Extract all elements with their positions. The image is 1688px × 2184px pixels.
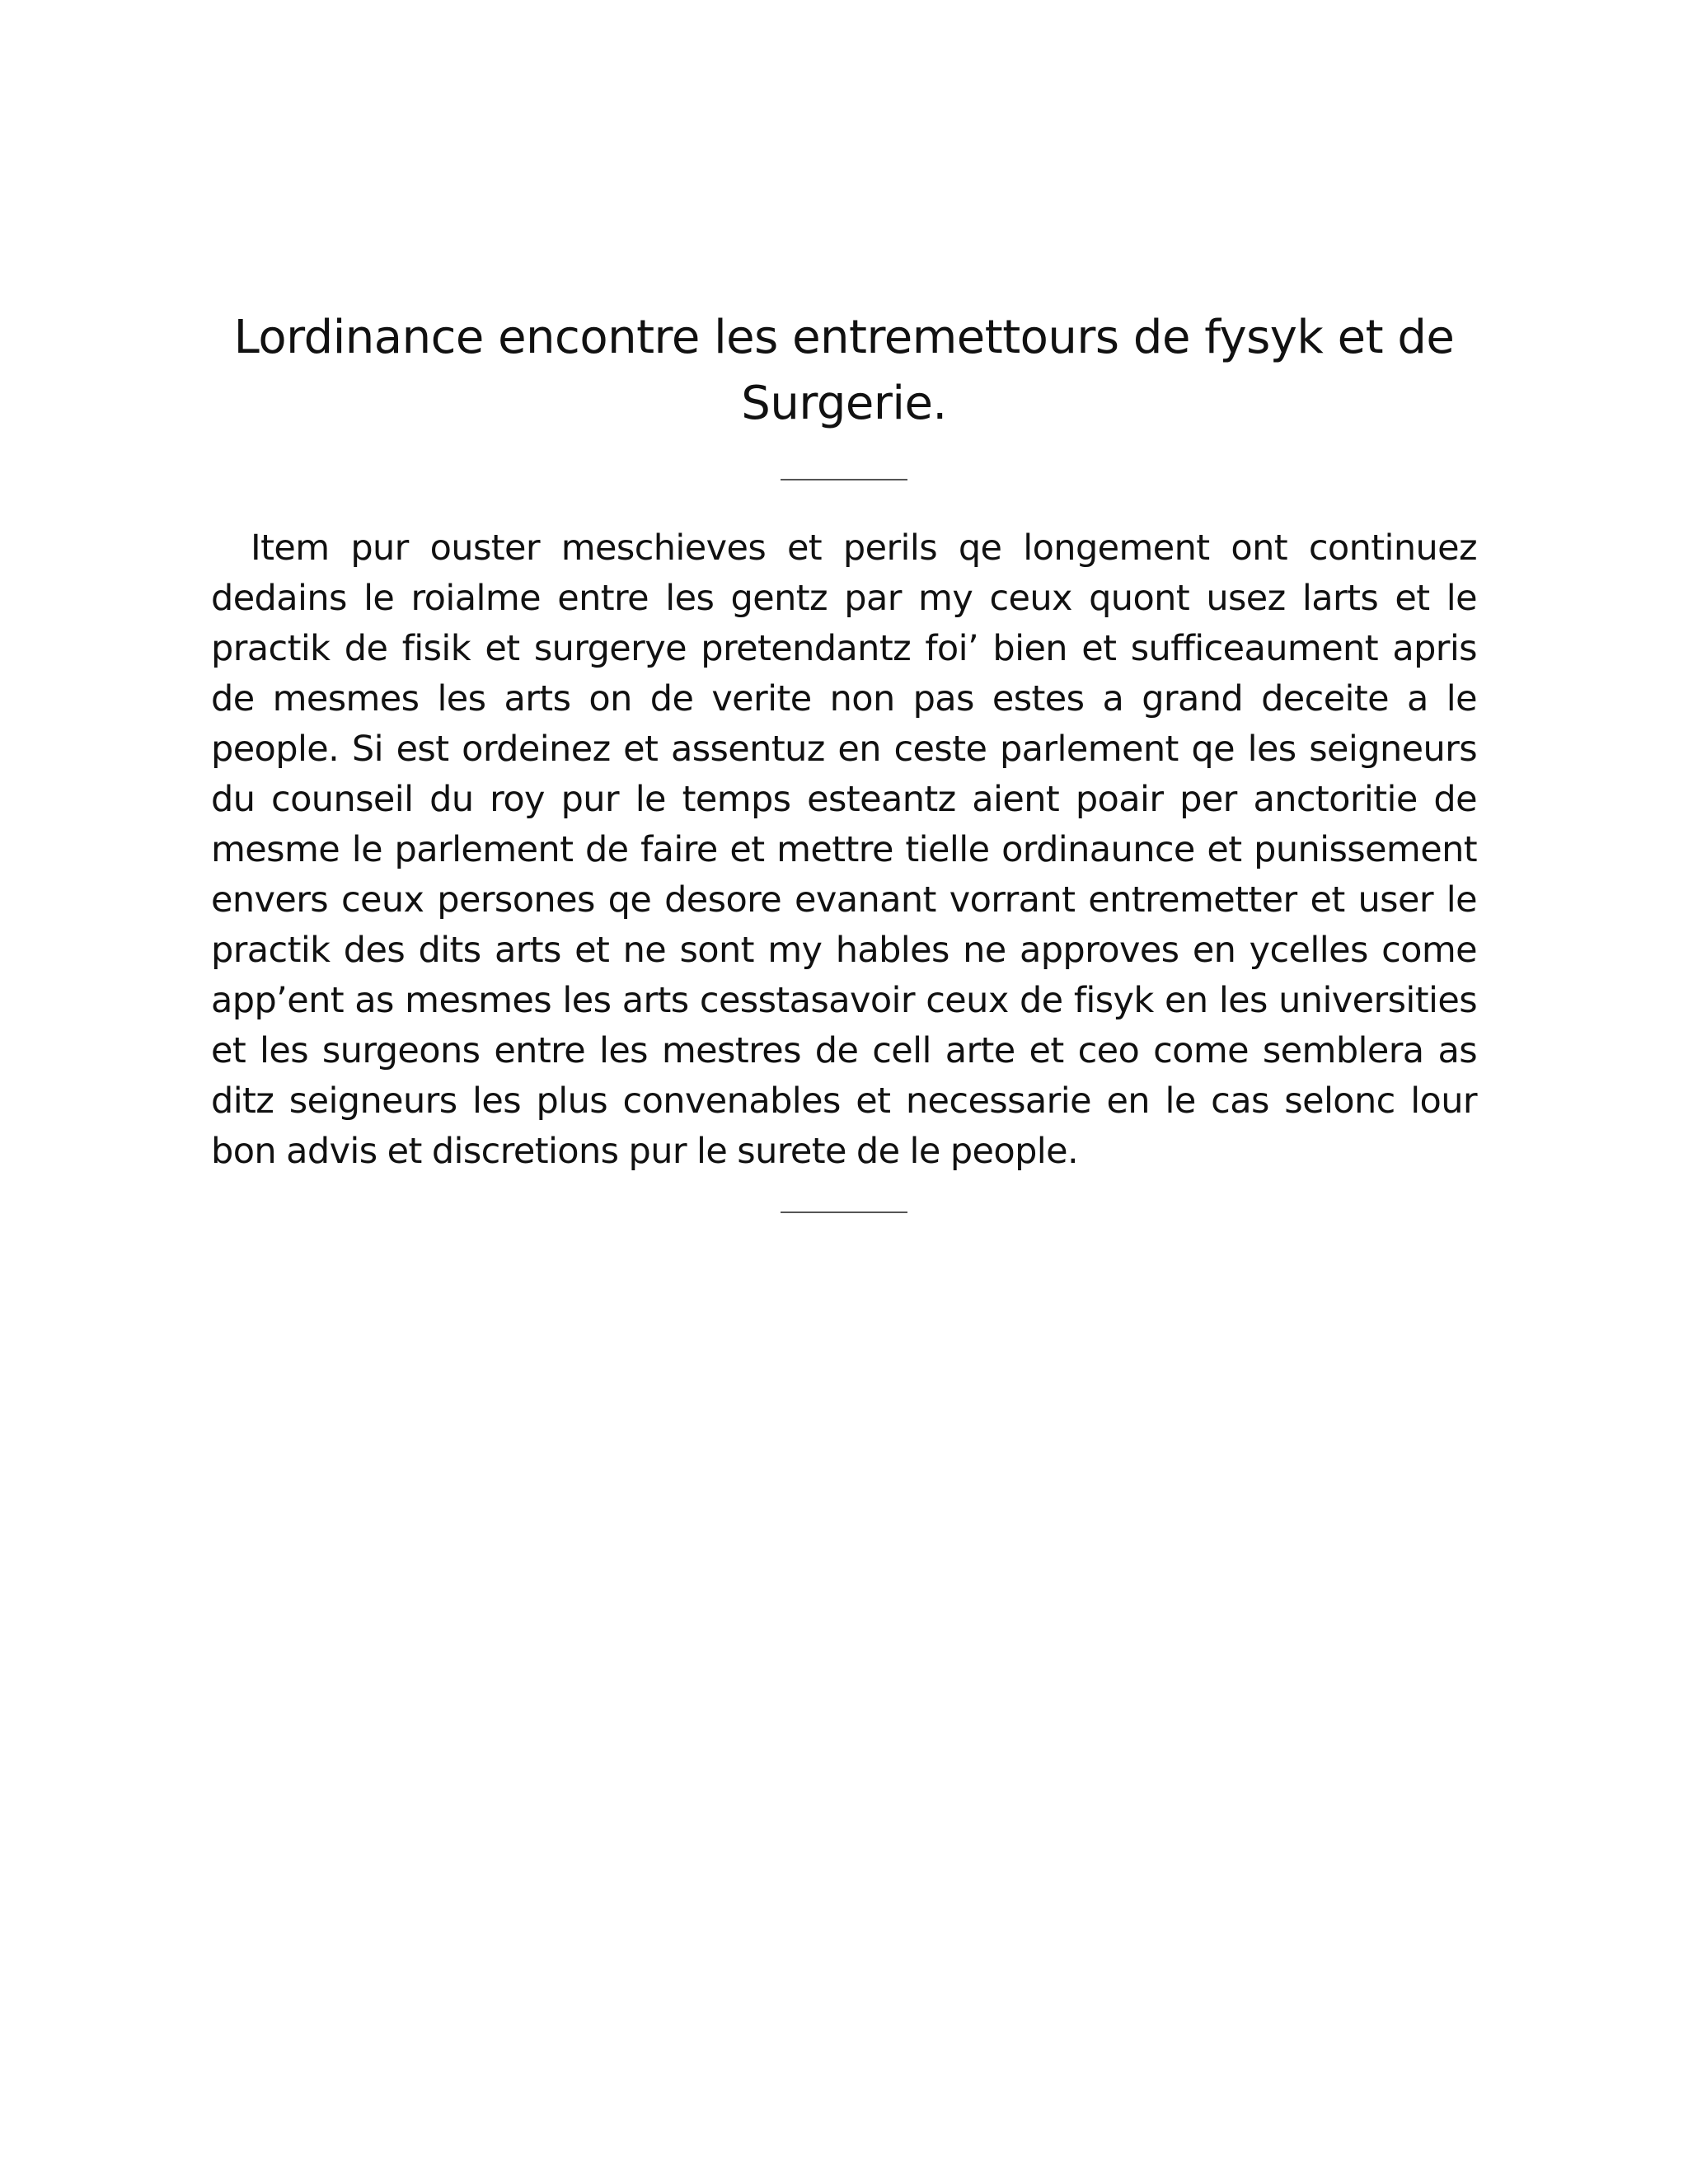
title-divider xyxy=(781,479,907,480)
document-title: Lordinance encontre les entremettours de fysyk et de Surgerie. xyxy=(233,311,1455,430)
body-paragraph: Item pur ouster meschieves et perils qe longement ont continuez dedains le roialme entre les gentz par my ceux quont usez larts et le practik de fisik et surgerye pretendantz foi’ bien et sufficeaument apris de mesmes les arts on de verite non pas estes a grand deceite a le people. Si est ordeinez et assentuz en ceste parlement qe les seigneurs du counseil du roy pur le temps esteantz aient poair per anctoritie de mesme le parlement de faire et mettre tielle ordinaunce et punissement envers ceux persones qe desore evanant vorrant entremetter et user le practik des dits arts et ne sont my hables ne approves en ycelles come app’ent as mesmes les arts cesstasavoir ceux de fisyk en les universities et les surgeons entre les mestres de cell arte et ceo come semblera as ditz seigneurs les plus convenables et necessarie en le cas selonc lour bon advis et discretions pur le surete de le people. xyxy=(211,527,1477,1172)
end-divider xyxy=(781,1212,907,1213)
document-page xyxy=(211,305,1477,1213)
